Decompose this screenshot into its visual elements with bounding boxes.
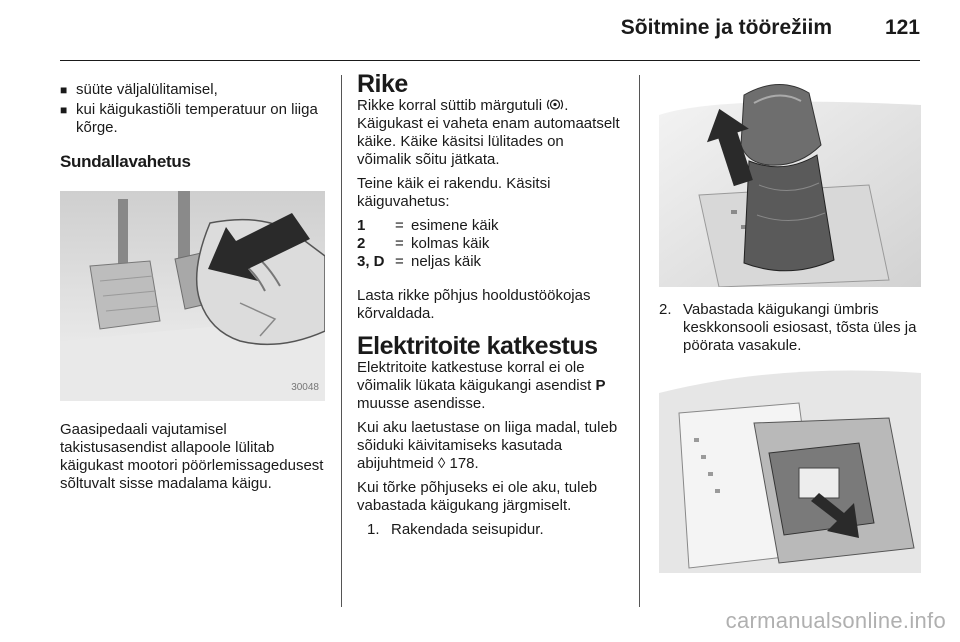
gear-value: kolmas käik xyxy=(411,235,490,252)
paragraph-power-failure xyxy=(357,359,622,413)
step-list-col2 xyxy=(367,521,622,539)
step-text: Rakendada seisupidur. xyxy=(391,521,544,538)
paragraph-rike xyxy=(357,97,622,169)
table-row xyxy=(357,253,499,271)
bullet-icon: ■ xyxy=(60,103,68,117)
table-row xyxy=(357,217,499,235)
column-divider-1 xyxy=(341,75,342,607)
paragraph-power-failure-b: muusse asendisse. xyxy=(357,395,486,412)
watermark: carmanualsonline.info xyxy=(725,608,946,633)
paragraph-workshop: Lasta rikke põhjus hooldustöökojas kõrvaldada. xyxy=(357,287,591,322)
section-heading-rike: Rike xyxy=(357,70,408,98)
page-reference-icon: ◊ xyxy=(437,455,446,472)
step-text: Vabastada käigukangi ümbris keskkonsooli esiosast, tõsta üles ja pöörata vasakule. xyxy=(683,301,917,354)
gear-eq: = xyxy=(395,235,404,252)
bullet-text: kui käigukastiõli temperatuur on liiga kõrge. xyxy=(76,101,318,136)
console-drawing xyxy=(659,363,921,573)
list-item xyxy=(60,81,325,99)
paragraph-rike-text: Rikke korral süttib märgutuli xyxy=(357,97,543,114)
step-list-col3 xyxy=(659,301,921,355)
figure-label: 30048 xyxy=(291,382,319,393)
column-divider-2 xyxy=(639,75,640,607)
bullet-icon: ■ xyxy=(60,83,68,97)
table-row xyxy=(357,235,499,253)
step-number: 1. xyxy=(367,521,380,538)
section-heading-sundallavahetus: Sundallavahetus xyxy=(60,152,191,171)
list-item xyxy=(659,301,921,355)
gear-eq: = xyxy=(395,253,404,270)
gear-key: 2 xyxy=(357,235,366,252)
gear-lever-illustration xyxy=(659,75,921,287)
gear-value: neljas käik xyxy=(411,253,482,270)
pedal-illustration xyxy=(60,191,325,401)
gear-key: 1 xyxy=(357,217,366,234)
paragraph-rike-dot: . xyxy=(564,97,569,114)
column-1 xyxy=(60,75,325,499)
step-number: 2. xyxy=(659,301,672,318)
gear-key: 3, D xyxy=(357,253,385,270)
gear-value: esimene käik xyxy=(411,217,499,234)
console-illustration xyxy=(659,363,921,573)
bullet-text: süüte väljalülitamisel, xyxy=(76,81,218,98)
pedal-drawing xyxy=(60,191,325,401)
page-reference-link[interactable]: 178. xyxy=(449,455,479,472)
column-3 xyxy=(659,75,921,573)
list-item xyxy=(367,521,622,539)
paragraph-kickdown: Gaasipedaali vajutamisel takistusasendist allapoole lülitab käigukast mootori pöörlemissagedusest sõltuvalt sisse madalama käigu. xyxy=(60,421,324,492)
bullet-list xyxy=(60,81,325,137)
list-item xyxy=(60,101,325,137)
paragraph-battery xyxy=(357,419,622,473)
transmission-warning-icon xyxy=(546,98,564,111)
paragraph-release: Kui tõrke põhjuseks ei ole aku, tuleb vabastada käigukang järgmiselt. xyxy=(357,479,598,514)
page-title: Sõitmine ja töörežiim xyxy=(620,16,832,39)
section-heading-power-failure: Elektritoite katkestus xyxy=(357,332,598,360)
gear-lever-drawing xyxy=(659,75,921,287)
paragraph-power-failure-a: Elektritoite katkestuse korral ei ole võimalik lükata käigukangi asendist xyxy=(357,359,592,394)
gear-table xyxy=(357,217,499,271)
header-divider xyxy=(60,60,920,61)
column-2 xyxy=(357,70,622,539)
gear-eq: = xyxy=(395,217,404,234)
gear-position-p: P xyxy=(595,377,606,394)
page-header xyxy=(60,16,920,52)
paragraph-manual-shift: Teine käik ei rakendu. Käsitsi käiguvahetus: xyxy=(357,175,551,210)
page-number: 121 xyxy=(884,16,920,39)
paragraph-rike-rest: Käigukast ei vaheta enam automaatselt käike. Käike käsitsi lülitades on võimalik sõitu jätkata. xyxy=(357,115,620,168)
paragraph-battery-text: Kui aku laetustase on liiga madal, tuleb sõiduki käivitamiseks kasutada abijuhtmeid xyxy=(357,419,618,472)
